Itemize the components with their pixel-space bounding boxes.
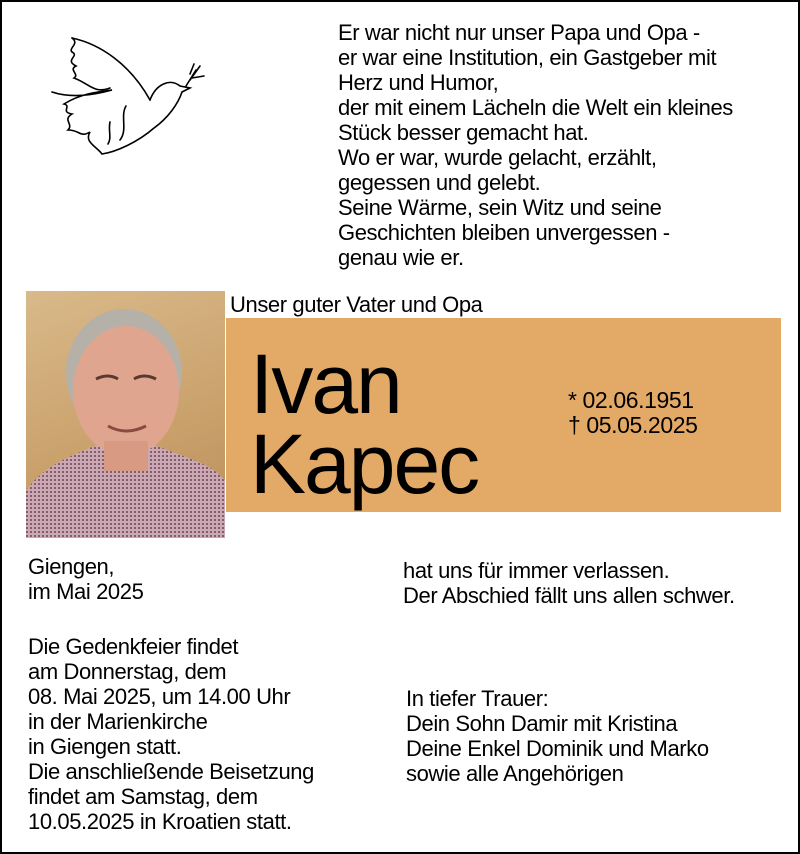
- poem-line: der mit einem Lächeln die Welt ein kleines: [338, 95, 733, 120]
- place-date: [28, 554, 143, 604]
- poem-line: Herz und Humor,: [338, 70, 499, 95]
- dove-icon: [50, 34, 210, 159]
- farewell: [403, 558, 735, 608]
- first-name: Ivan: [250, 337, 401, 431]
- mourner: sowie alle Angehörigen: [406, 761, 624, 786]
- mourners: [406, 686, 709, 786]
- last-name: Kapec: [250, 417, 479, 511]
- poem-line: gegessen und gelebt.: [338, 170, 541, 195]
- poem-line: er war eine Institution, ein Gastgeber mit: [338, 45, 717, 70]
- poem-line: genau wie er.: [338, 245, 464, 270]
- ceremony-line: in Giengen statt.: [28, 734, 182, 759]
- poem-line: Stück besser gemacht hat.: [338, 120, 589, 145]
- date: im Mai 2025: [28, 579, 144, 604]
- place: Giengen,: [28, 554, 115, 579]
- poem-line: Wo er war, wurde gelacht, erzählt,: [338, 145, 657, 170]
- intro-text: Unser guter Vater und Opa: [230, 292, 483, 317]
- ceremony-info: [28, 634, 314, 834]
- poem: [338, 20, 733, 270]
- birth-date: * 02.06.1951: [568, 387, 694, 413]
- ceremony-line: Die anschließende Beisetzung: [28, 759, 314, 784]
- ceremony-line: am Donnerstag, dem: [28, 659, 227, 684]
- life-dates: [568, 388, 698, 438]
- poem-line: Seine Wärme, sein Witz und seine: [338, 195, 662, 220]
- portrait-photo: [26, 291, 225, 538]
- death-date: † 05.05.2025: [568, 412, 698, 438]
- ceremony-line: 08. Mai 2025, um 14.00 Uhr: [28, 684, 291, 709]
- farewell-line: hat uns für immer verlassen.: [403, 558, 670, 583]
- ceremony-line: 10.05.2025 in Kroatien statt.: [28, 809, 292, 834]
- poem-line: Geschichten bleiben unvergessen -: [338, 220, 670, 245]
- name-box: [226, 318, 781, 512]
- ceremony-line: Die Gedenkfeier findet: [28, 634, 239, 659]
- ceremony-line: findet am Samstag, dem: [28, 784, 258, 809]
- mourner: Deine Enkel Dominik und Marko: [406, 736, 709, 761]
- mourners-heading: In tiefer Trauer:: [406, 686, 549, 711]
- poem-line: Er war nicht nur unser Papa und Opa -: [338, 20, 700, 45]
- ceremony-line: in der Marienkirche: [28, 709, 208, 734]
- mourner: Dein Sohn Damir mit Kristina: [406, 711, 678, 736]
- farewell-line: Der Abschied fällt uns allen schwer.: [403, 583, 735, 608]
